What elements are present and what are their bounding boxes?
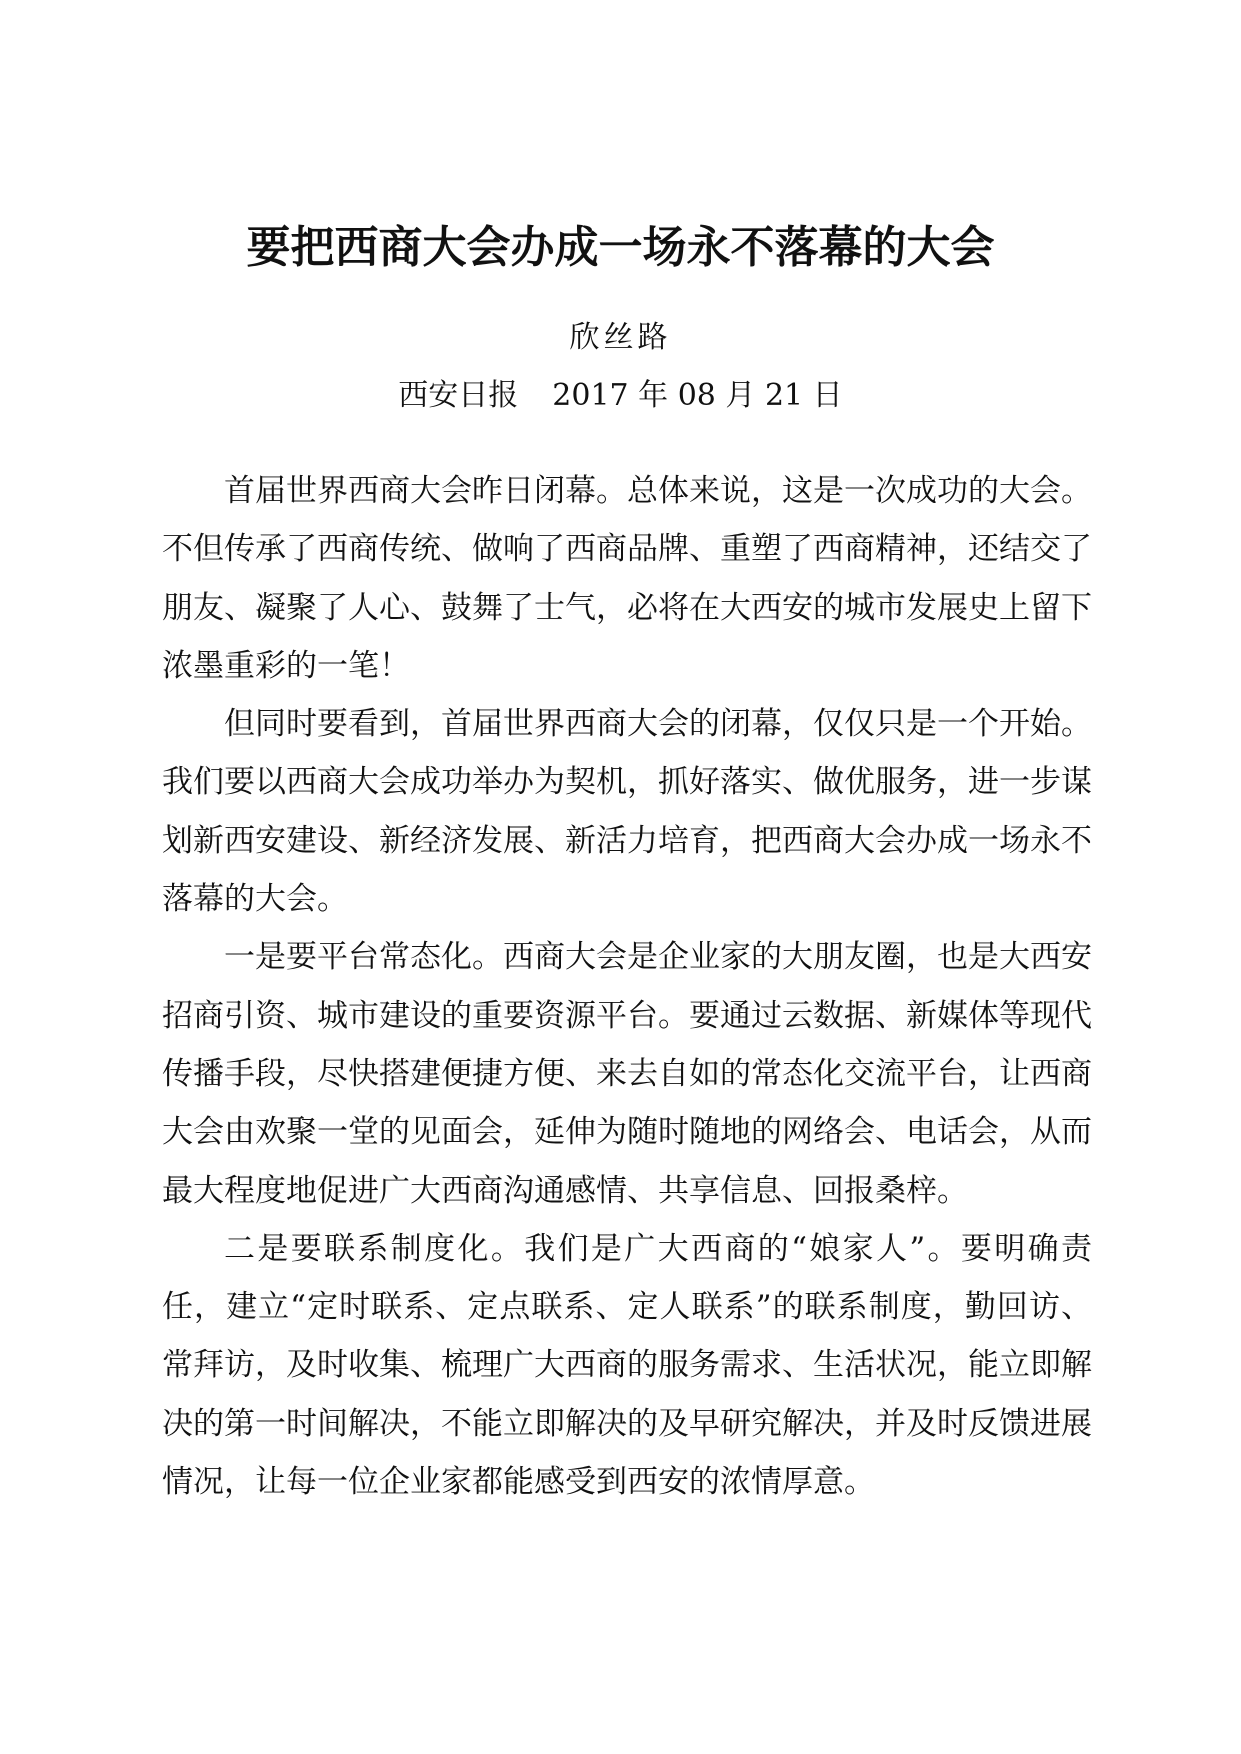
source-publication: 西安日报 <box>398 378 519 413</box>
source-date: 2017 年 08 月 21 日 <box>552 378 843 413</box>
article-author: 欣丝路 <box>569 320 672 355</box>
article-source-line <box>0 374 1241 418</box>
article-title: 要把西商大会办成一场永不落幕的大会 <box>246 222 995 273</box>
paragraph-3: 一是要平台常态化。西商大会是企业家的大朋友圈，也是大西安招商引资、城市建设的重要资源平台。要通过云数据、新媒体等现代传播手段，尽快搭建便捷方便、来去自如的常态化交流平台，让西商大会由欢聚一堂的见面会，延伸为随时随地的网络会、电话会，从而最大程度地促进广大西商沟通感情、共享信息、回报桑梓。 <box>162 939 1092 1209</box>
paragraph-4: 二是要联系制度化。我们是广大西商的“娘家人”。要明确责任，建立“定时联系、定点联系、定人联系”的联系制度，勤回访、常拜访，及时收集、梳理广大西商的服务需求、生活状况，能立即解决的第一时间解决，不能立即解决的及早研究解决，并及时反馈进展情况，让每一位企业家都能感受到西安的浓情厚意。 <box>162 1230 1092 1501</box>
paragraph-1: 首届世界西商大会昨日闭幕。总体来说，这是一次成功的大会。不但传承了西商传统、做响了西商品牌、重塑了西商精神，还结交了朋友、凝聚了人心、鼓舞了士气，必将在大西安的城市发展史上留下浓墨重彩的一笔！ <box>162 473 1092 684</box>
article-body <box>162 462 1092 1511</box>
paragraph-2: 但同时要看到，首届世界西商大会的闭幕，仅仅只是一个开始。我们要以西商大会成功举办为契机，抓好落实、做优服务，进一步谋划新西安建设、新经济发展、新活力培育，把西商大会办成一场永不落幕的大会。 <box>162 706 1092 918</box>
